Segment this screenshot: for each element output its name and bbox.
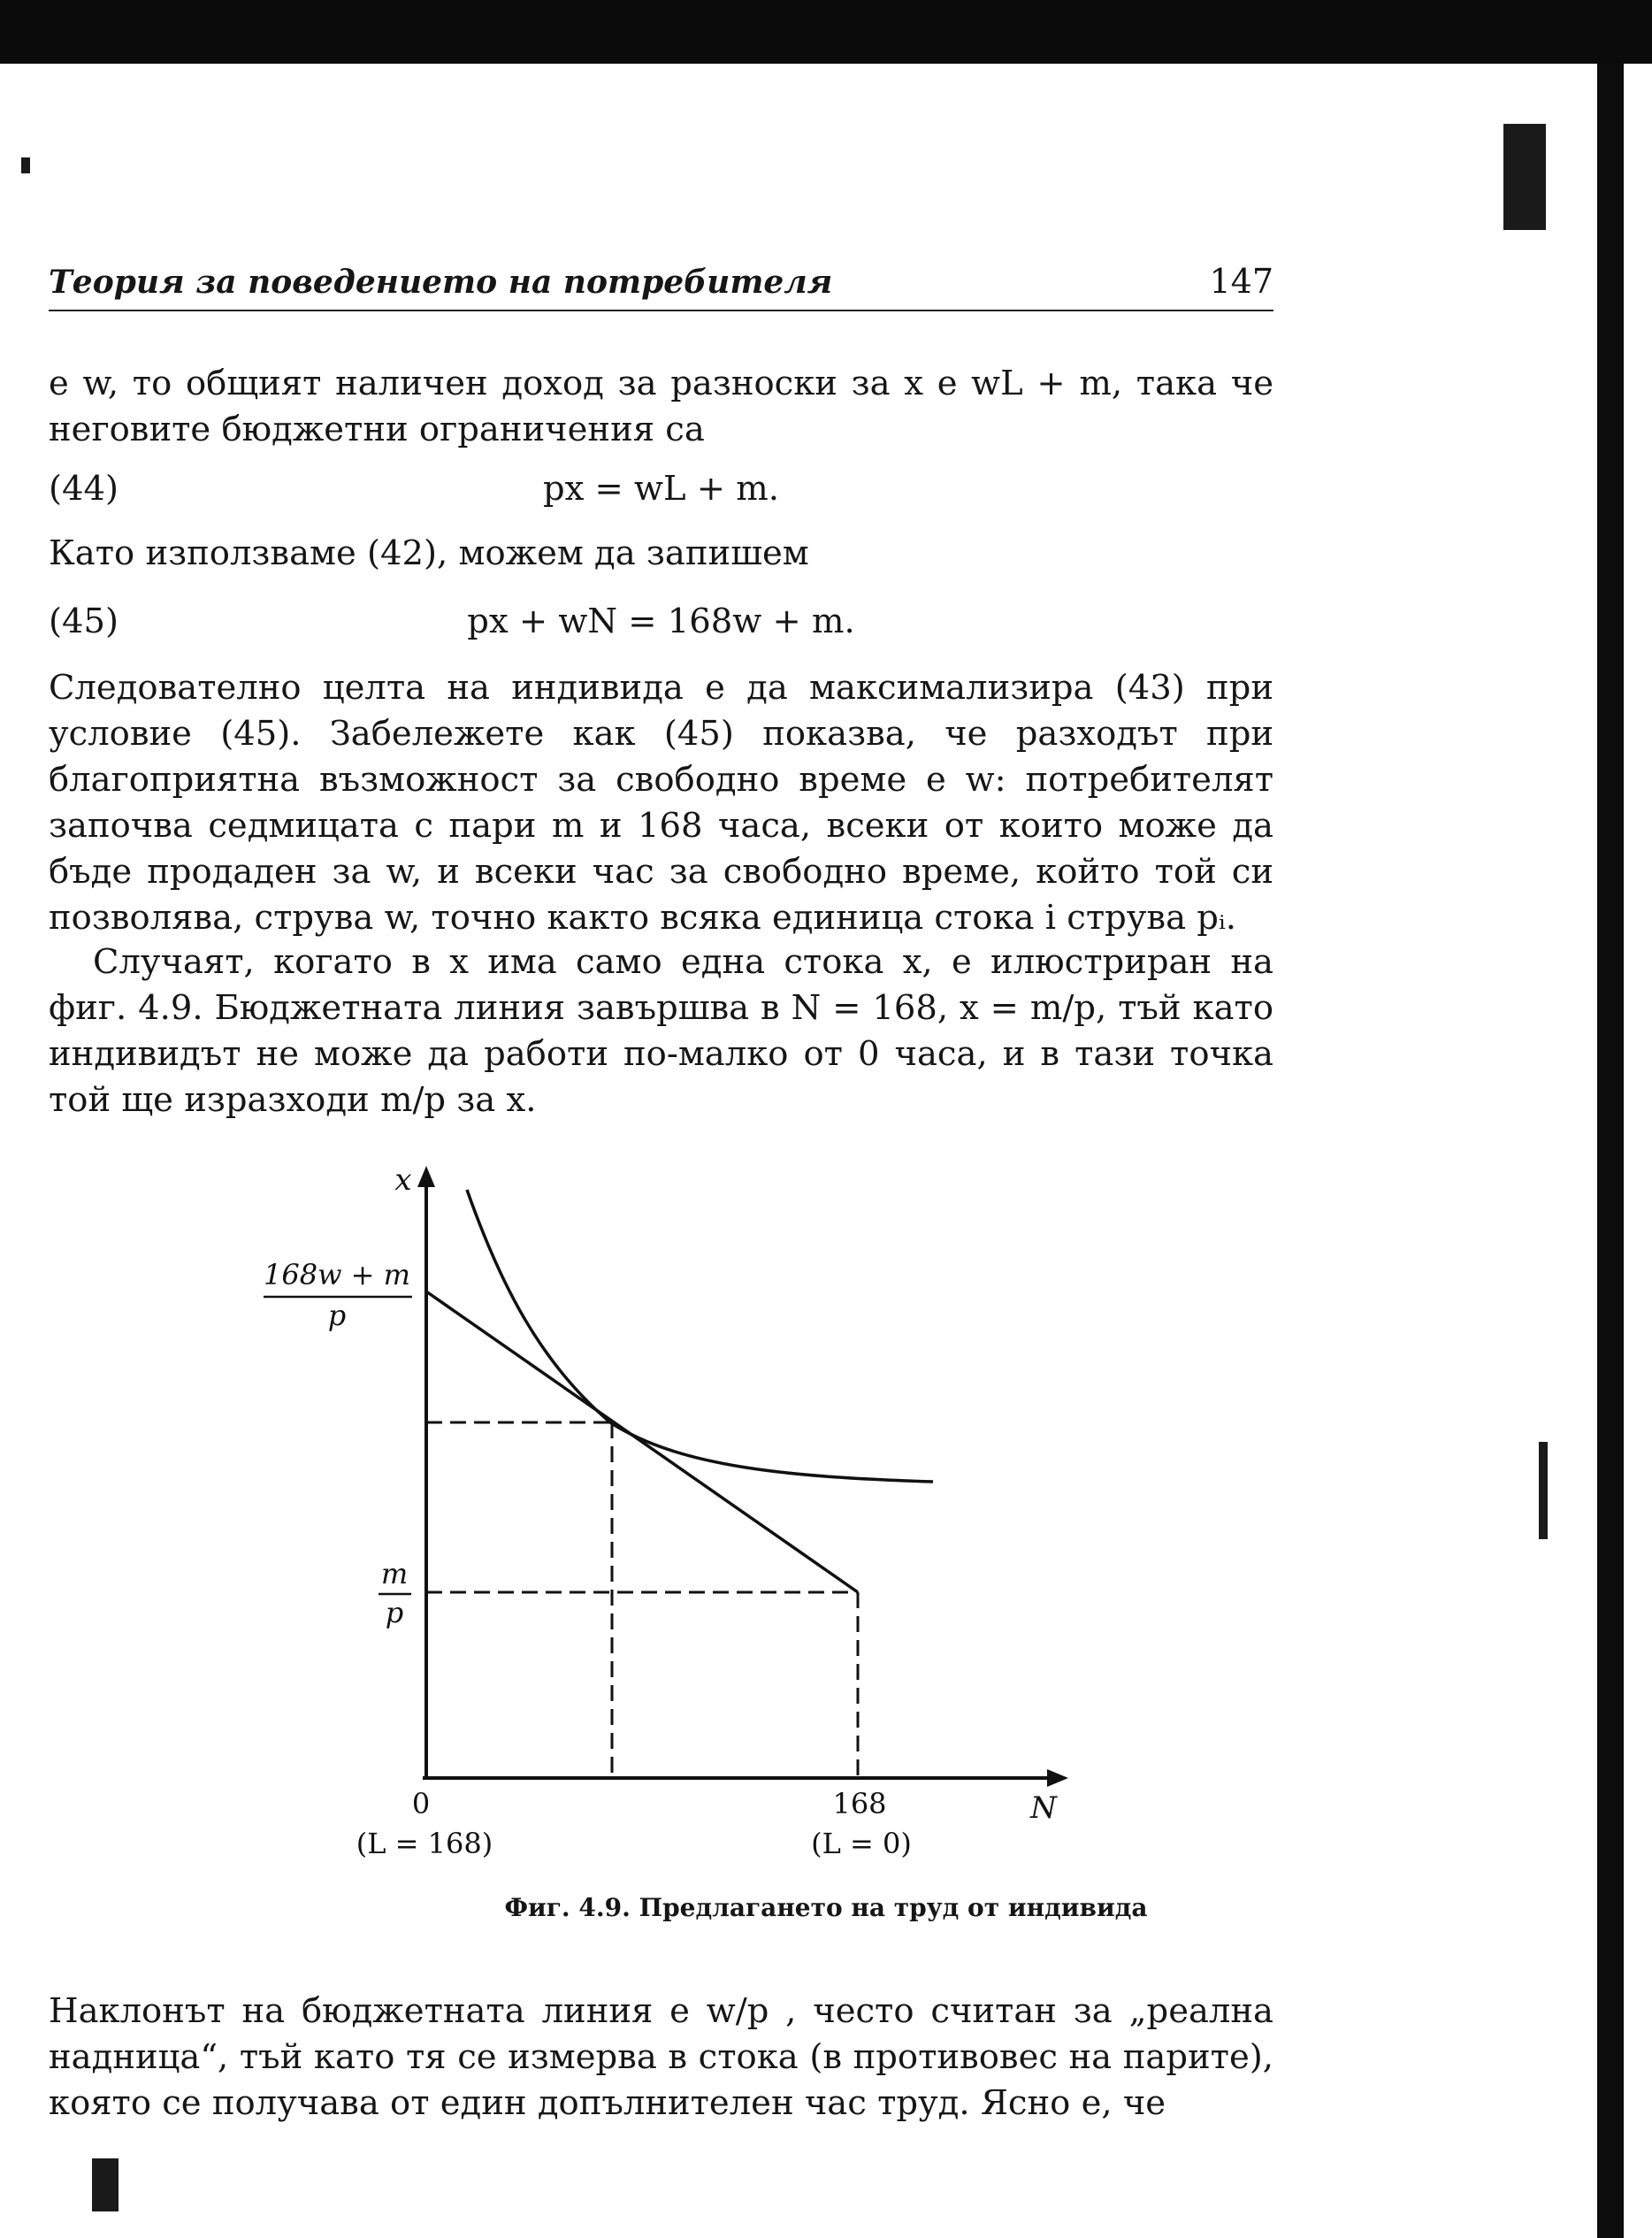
running-title: Теория за поведението на потребителя: [49, 264, 833, 301]
paragraph-1: е w, то общият наличен доход за разноски за x е wL + m, така че неговите бюджетни ограничения са: [49, 364, 1273, 449]
figure-caption: Фиг. 4.9. Предлагането на труд от индивида: [504, 1893, 1148, 1922]
paragraph-4: Случаят, когато в x има само една стока x, е илюстриран на фиг. 4.9. Бюджетната линия завършва в N = 168, x = m/p, тъй като индивидът не може да работи по-малко от 0 часа, и в тази точка той ще изразходи m/p за x.: [49, 942, 1273, 1120]
y-tick-low-numerator: m: [380, 1557, 409, 1590]
indifference-curve: [467, 1190, 933, 1482]
page-number: 147: [1209, 262, 1273, 301]
x-tick-0: 0: [411, 1787, 431, 1820]
y-tick-top-denominator: p: [327, 1299, 347, 1332]
x-axis-label: N: [1030, 1790, 1057, 1826]
y-axis-arrow: [417, 1166, 435, 1187]
equation-body: px + wN = 168w + m.: [467, 602, 855, 641]
paragraph-5: Наклонът на бюджетната линия е w/p , често считан за „реална надница“, тъй като тя се измерва в стока (в противовес на парите), която се получава от един допълнителен час труд. Ясно е, че: [49, 1991, 1273, 2123]
x-tick-0-sublabel: (L = 168): [356, 1827, 493, 1860]
x-axis-arrow: [1047, 1769, 1068, 1787]
equation-number: (45): [49, 602, 119, 641]
y-tick-top-numerator: 168w + m: [264, 1258, 410, 1291]
y-tick-low-denominator: p: [385, 1596, 404, 1629]
budget-line: [426, 1291, 858, 1592]
y-axis-label: x: [394, 1162, 412, 1198]
paragraph-2: Като използваме (42), можем да запишем: [49, 533, 809, 573]
x-tick-168: 168: [832, 1787, 887, 1820]
equation-body: px = wL + m.: [542, 469, 780, 509]
paragraph-3: Следователно целта на индивида е да максимализира (43) при условие (45). Забележете как (45) показва, че разходът при благоприятна възможност за свободно време е w: потребителят започва седмицата с пари m и 168 часа, всеки от които може да бъде продаден за w, и всеки час за свободно време, който той си позволява, струва w, точно както всяка единица стока i струва pᵢ.: [49, 668, 1273, 938]
equation-number: (44): [49, 469, 119, 509]
x-tick-168-sublabel: (L = 0): [811, 1827, 912, 1860]
